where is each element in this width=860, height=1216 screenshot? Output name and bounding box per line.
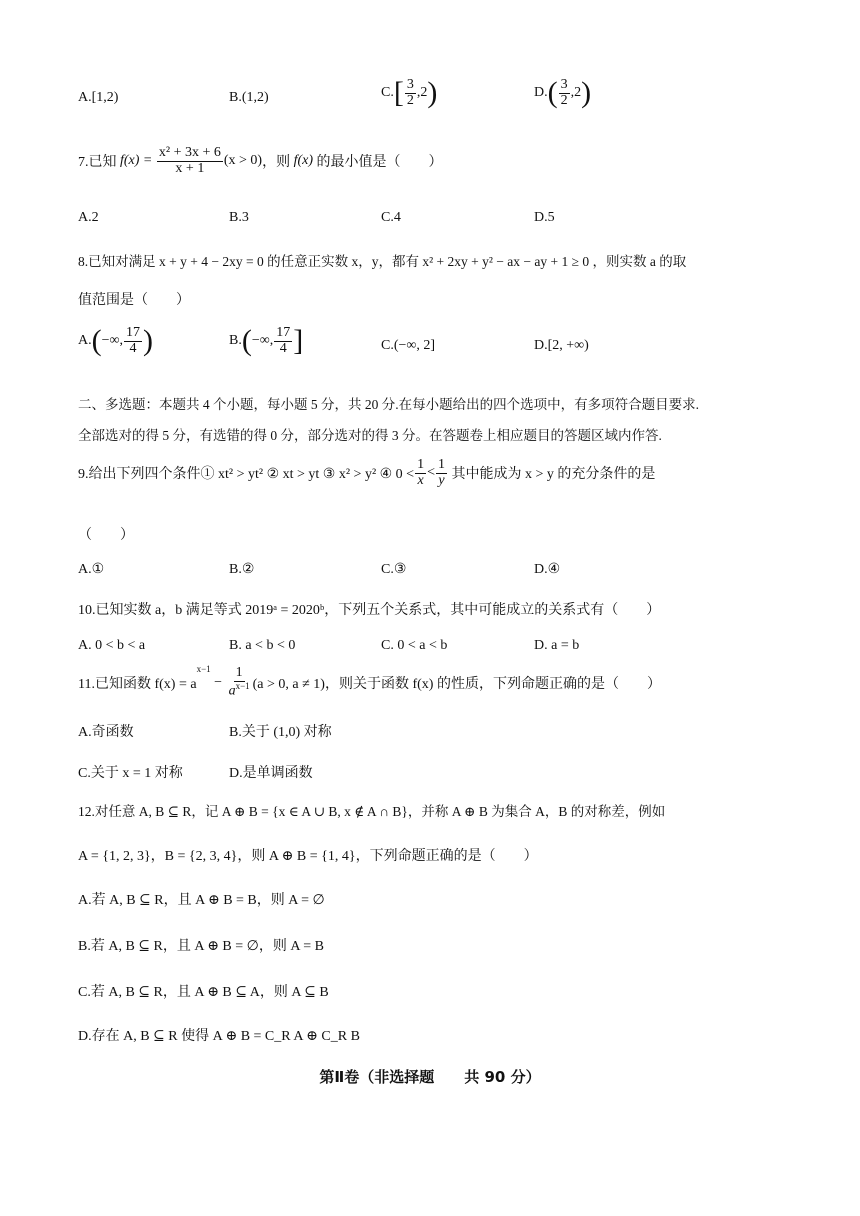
q12-option-c: C.若 A, B ⊆ R，且 A ⊕ B ⊆ A，则 A ⊆ B	[78, 985, 329, 1000]
q8-option-a: A.(−∞, $\frac{17}{4}$ )	[78, 324, 154, 358]
section2-intro-line2: 全部选对的得 5 分，有选错的得 0 分，部分选对的得 3 分。在答题卷上相应题目的答题区域内作答.	[78, 428, 662, 443]
q9-option-c: C.③	[381, 562, 407, 577]
q12-option-d: D.存在 A, B ⊆ R 使得 A ⊕ B = C_R A ⊕ C_R B	[78, 1029, 360, 1044]
part2-title: 第Ⅱ卷（非选择题 共 90 分）	[319, 1068, 541, 1086]
q11-option-a: A.奇函数	[78, 725, 134, 740]
q7-option-b: B.3	[229, 210, 249, 225]
q9-paren: （ ）	[78, 528, 134, 543]
q7-option-d: D.5	[534, 210, 555, 225]
q6-option-c: C.[ $\frac{3}{2}$ ,2)	[381, 76, 438, 110]
q11-stem: 11.已知函数 $f(x) = a^{x-1}$ − $\frac{1}{a^{x-1}}$ (a > 0, a ≠ 1)，则关于函数 f(x) 的性质，下列命题正确的是（ ）	[78, 664, 661, 699]
q10-stem: 10.已知实数 a，b 满足等式 2019ᵃ = 2020ᵇ，下列五个关系式，其中可能成立的关系式有（ ）	[78, 603, 661, 618]
q8-option-b: B.(−∞, $\frac{17}{4}$ ]	[229, 324, 304, 358]
section2-intro-line1: 二、多选题：本题共 4 个小题，每小题 5 分，共 20 分.在每小题给出的四个选项中，有多项符合题目要求.	[78, 397, 699, 412]
q7-option-c: C.4	[381, 210, 401, 225]
q12-stem-line1: 12.对任意 A, B ⊆ R，记 A ⊕ B = {x ∈ A ∪ B, x ∉ A ∩ B}，并称 A ⊕ B 为集合 A，B 的对称差，例如	[78, 804, 666, 819]
q7-stem: 7.已知 f(x) = $\frac{\text{x² + 3x + 6}}{x + 1}$ (x > 0)，则 f(x) 的最小值是（ ）	[78, 145, 443, 176]
q6-option-d: D.( $\frac{3}{2}$ ,2)	[534, 76, 592, 110]
q12-stem-line2: A = {1, 2, 3}，B = {2, 3, 4}，则 A ⊕ B = {1, 4}，下列命题正确的是（ ）	[78, 849, 538, 864]
q8-stem-line1: 8.已知对满足 x + y + 4 − 2xy = 0 的任意正实数 x，y，都有 x² + 2xy + y² − ax − ay + 1 ≥ 0 ，则实数 a 的取	[78, 254, 687, 269]
q9-stem: 9.给出下列四个条件① xt² > yt² ② xt > yt ③ x² > y² ④ 0 < $\frac{1}{x}$ < $\frac{1}{y}$ 其中能成为 x > y 的充分条件的是	[78, 457, 656, 488]
q12-option-a: A.若 A, B ⊆ R，且 A ⊕ B = B，则 A = ∅	[78, 893, 325, 908]
q8-stem-line2: 值范围是（ ）	[78, 293, 190, 308]
q7-option-a: A.2	[78, 210, 99, 225]
q10-option-a: A. 0 < b < a	[78, 638, 146, 653]
q9-option-a: A.①	[78, 562, 105, 577]
q10-option-c: C. 0 < a < b	[381, 638, 448, 653]
q10-option-d: D. a = b	[534, 638, 580, 653]
q8-option-d: D.[2, +∞)	[534, 338, 589, 353]
q8-option-c: C.(−∞, 2]	[381, 338, 436, 353]
q6-option-b: B.(1,2)	[229, 90, 269, 105]
q11-option-c: C.关于 x = 1 对称	[78, 766, 183, 781]
q11-option-d: D.是单调函数	[229, 766, 313, 781]
q6-option-a: A.[1,2)	[78, 90, 119, 105]
q11-option-b: B.关于 (1,0) 对称	[229, 725, 332, 740]
q9-option-b: B.②	[229, 562, 255, 577]
q10-option-b: B. a < b < 0	[229, 638, 296, 653]
q9-option-d: D.④	[534, 562, 561, 577]
q12-option-b: B.若 A, B ⊆ R，且 A ⊕ B = ∅，则 A = B	[78, 939, 324, 954]
